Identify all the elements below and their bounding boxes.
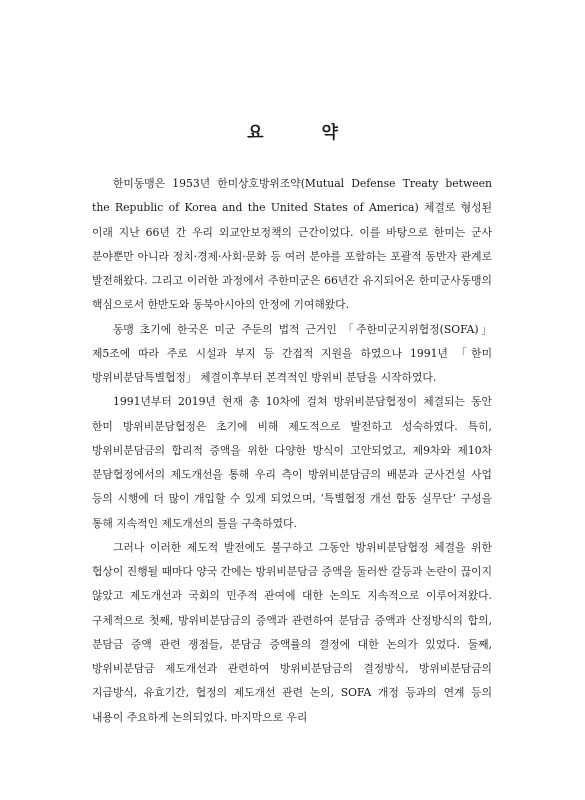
paragraph-early-alliance: 동맹 초기에 한국은 미군 주둔의 법적 근거인 「주한미군지위협정(SOFA)」 제5조에 따라 주로 시설과 부지 등 간접적 지원을 하였으나 1991년 「한미 방위비분담특별협정」 체결이후부터 본격적인 방위비 분담을 시작하였다. — [92, 322, 492, 384]
summary-body — [92, 172, 492, 730]
paragraph-agreement-development: 1991년부터 2019년 현재 총 10차에 걸쳐 방위비분담협정이 체결되는 동안 한미 방위비분담협정은 초기에 비해 제도적으로 발전하고 성숙하였다. 특히, 방위비분담금의 합리적 증액을 위한 다양한 방식이 고안되었고, 제9차와 제10차 분담협정에서의 제도개선을 통해 우리 측이 방위비분담금의 배분과 군사건설 사업 등의 시행에 더 많이 개입할 수 있게 되었으며, ‘특별협정 개선 합동 실무단’ 구성을 통해 지속적인 제도개선의 틀을 구축하였다. — [92, 395, 492, 530]
paragraph-alliance-history: 한미동맹은 1953년 한미상호방위조약(Mutual Defense Treaty between the Republic of Korea and the United States of America) 체결로 형성된 이래 지난 66년 간 우리 외교안보정책의 근간이었다. 이를 바탕으로 한미는 군사 분야뿐만 아니라 정치·경제·사회·문화 등 여러 분야를 포함하는 포괄적 동반자 관계로 발전해왔다. 그리고 이러한 과정에서 주한미군은 66년간 유지되어온 한미군사동맹의 핵심으로서 한반도와 동북아시아의 안정에 기여해왔다. — [92, 177, 492, 312]
page-title: 요 약 — [247, 123, 364, 143]
paragraph-negotiation-issues: 그러나 이러한 제도적 발전에도 불구하고 그동안 방위비분담협정 체결을 위한 협상이 진행될 때마다 양국 간에는 방위비분담금 증액을 둘러싼 갈등과 논란이 끊이지 않았고 제도개선과 국회의 민주적 관여에 대한 논의도 지속적으로 이루어져왔다. 구체적으로 첫째, 방위비분담금의 증액과 관련하여 분담금 증액과 산정방식의 합의, 분담금 증액 관련 쟁점들, 분담금 증액률의 결정에 대한 논의가 있었다. 둘째, 방위비분담금 제도개선과 관련하여 방위비분담금의 결정방식, 방위비분담금의 지급방식, 유효기간, 협정의 제도개선 관련 논의, SOFA 개정 등과의 연계 등의 내용이 주요하게 논의되었다. 마지막으로 우리 — [92, 540, 492, 724]
